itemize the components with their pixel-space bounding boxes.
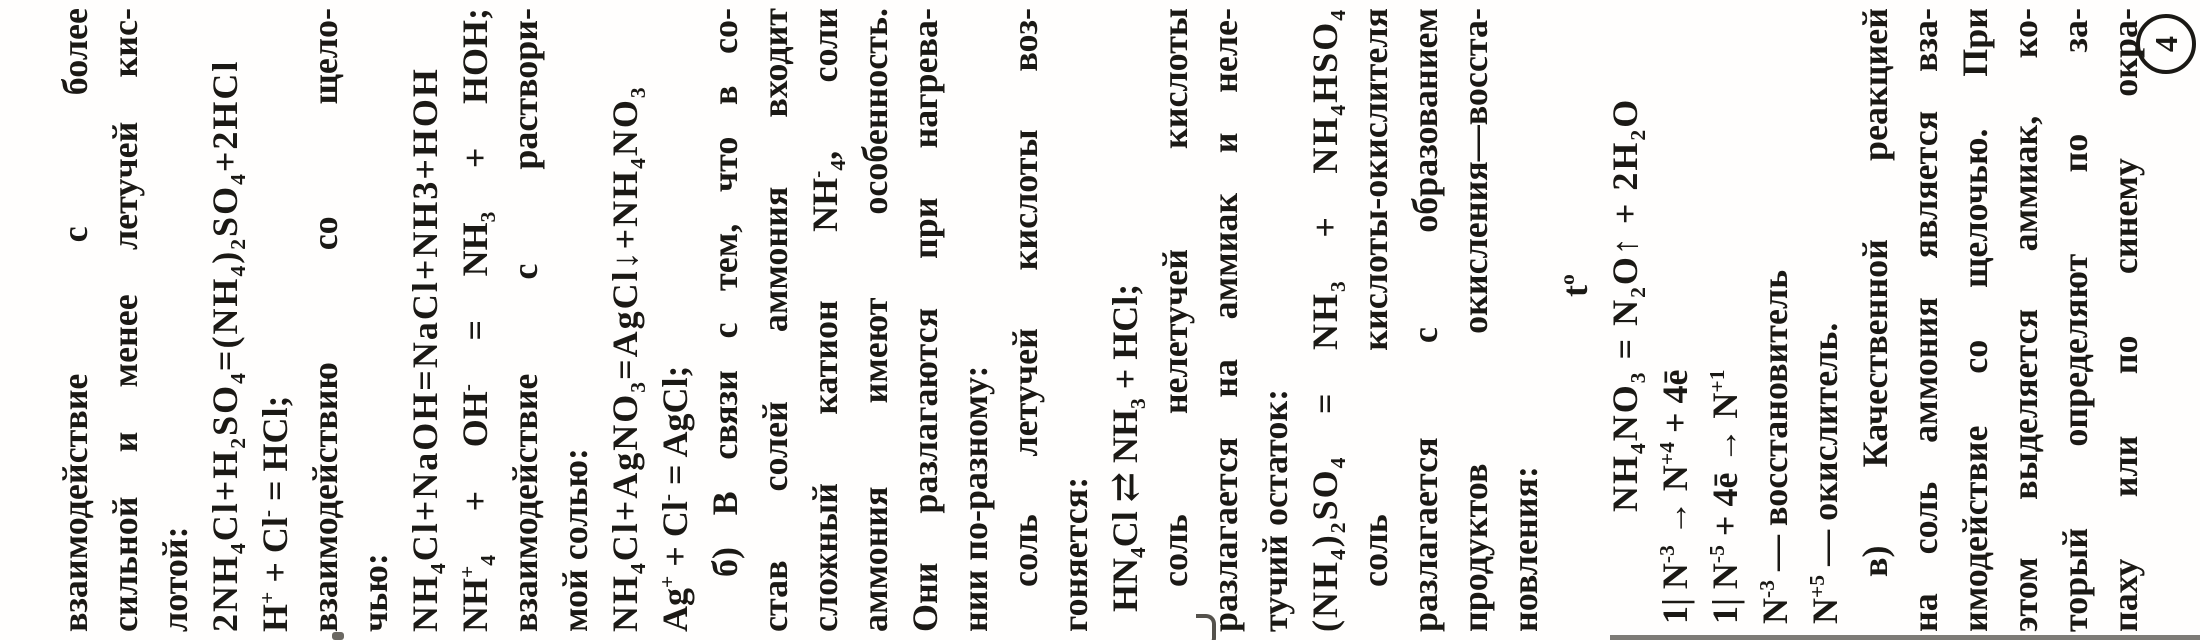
scan-edge-artifact <box>1610 635 2200 640</box>
text-line: $NH_4NO_3$ = $N_2O↑ + 2H_2O$ <box>1605 97 1651 512</box>
text-line: нии по-разному: <box>955 365 995 632</box>
text-line: гоняется: <box>1055 476 1095 632</box>
text-line: $NH_4Cl+AgNO_3=AgCl↓+NH_4NO_3$ <box>605 85 651 632</box>
text-line: новления: <box>1505 466 1545 632</box>
text-line: соль летучей кислоты воз- <box>1005 8 1045 587</box>
text-line: имодействие со щелочью. При <box>1955 8 1995 632</box>
text-line: взаимодействие с более <box>55 8 95 632</box>
text-line: $N^{+5}$ — окислитель. <box>1805 322 1845 624</box>
text-line: 1| $N^{-5}$ + 4ē → $N^{+1}$ <box>1705 369 1745 624</box>
text-line: став солей аммония входит <box>755 8 795 632</box>
text-line: в) Качественной реакцией <box>1855 8 1895 577</box>
text-line: взаимодействие с раствори- <box>505 8 545 632</box>
text-line: торый определяют по за- <box>2055 8 2095 632</box>
scan-speck-artifact <box>332 632 344 640</box>
text-line: аммония имеют особенность. <box>855 8 895 632</box>
text-line: б) В связи с тем, что в со- <box>705 8 745 577</box>
text-line: H+ + Cl- = HCl; <box>255 395 295 632</box>
text-line: $N^{-3}$ — восстановитель <box>1755 269 1795 624</box>
text-line: чью: <box>355 553 395 632</box>
cut-letter-artifact <box>1196 614 1216 640</box>
text-line: сложный катион $NH^-_4$, соли <box>805 8 851 632</box>
text-line: продуктов окисления—восста- <box>1455 8 1495 632</box>
text-line: $t^o$ <box>1555 274 1595 297</box>
text-line: разлагается с образованием <box>1405 8 1445 632</box>
text-line: сильной и менее летучей кис- <box>105 8 145 632</box>
text-line: лотой: <box>155 526 195 632</box>
page-number: 4 <box>2148 36 2184 52</box>
text-line: $HN_4Cl$ ⇄ $NH_3$ + HCl; <box>1105 283 1151 612</box>
text-line: $2NH_4Cl+H_2SO_4=(NH_4)_2SO_4+2HCl$ <box>205 59 251 632</box>
text-line: $NH^+_4 + OH^- = NH_3$ + HOH; <box>455 8 501 632</box>
text-line: $(NH_4)_2SO_4 = NH_3 + NH_4HSO_4$ <box>1305 8 1351 632</box>
text-line: соль нелетучей кислоты <box>1155 8 1195 587</box>
text-line: соль кислоты-окислителя <box>1355 8 1395 587</box>
page-number-badge <box>2136 14 2196 74</box>
text-line: этом выделяется аммиак, ко- <box>2005 8 2045 632</box>
text-line: паху или по синему окра- <box>2105 8 2145 632</box>
text-line: разлагается на аммиак и неле- <box>1205 8 1245 632</box>
text-line: $NH_4Cl+NaOH=NaCl+NH3+HOH$ <box>405 67 451 632</box>
text-line: на соль аммония является вза- <box>1905 8 1945 632</box>
page-lines <box>50 8 2150 632</box>
text-line: мой солью: <box>555 447 595 632</box>
text-line: 1| $N^{-3} \to N^{+4}$ + 4ē <box>1655 369 1695 624</box>
text-line: взаимодействию со щело- <box>305 8 345 632</box>
text-line: Ag+ + Cl- = AgCl; <box>655 365 695 632</box>
text-line: тучий остаток: <box>1255 388 1295 632</box>
text-line: Они разлагаются при нагрева- <box>905 8 945 632</box>
